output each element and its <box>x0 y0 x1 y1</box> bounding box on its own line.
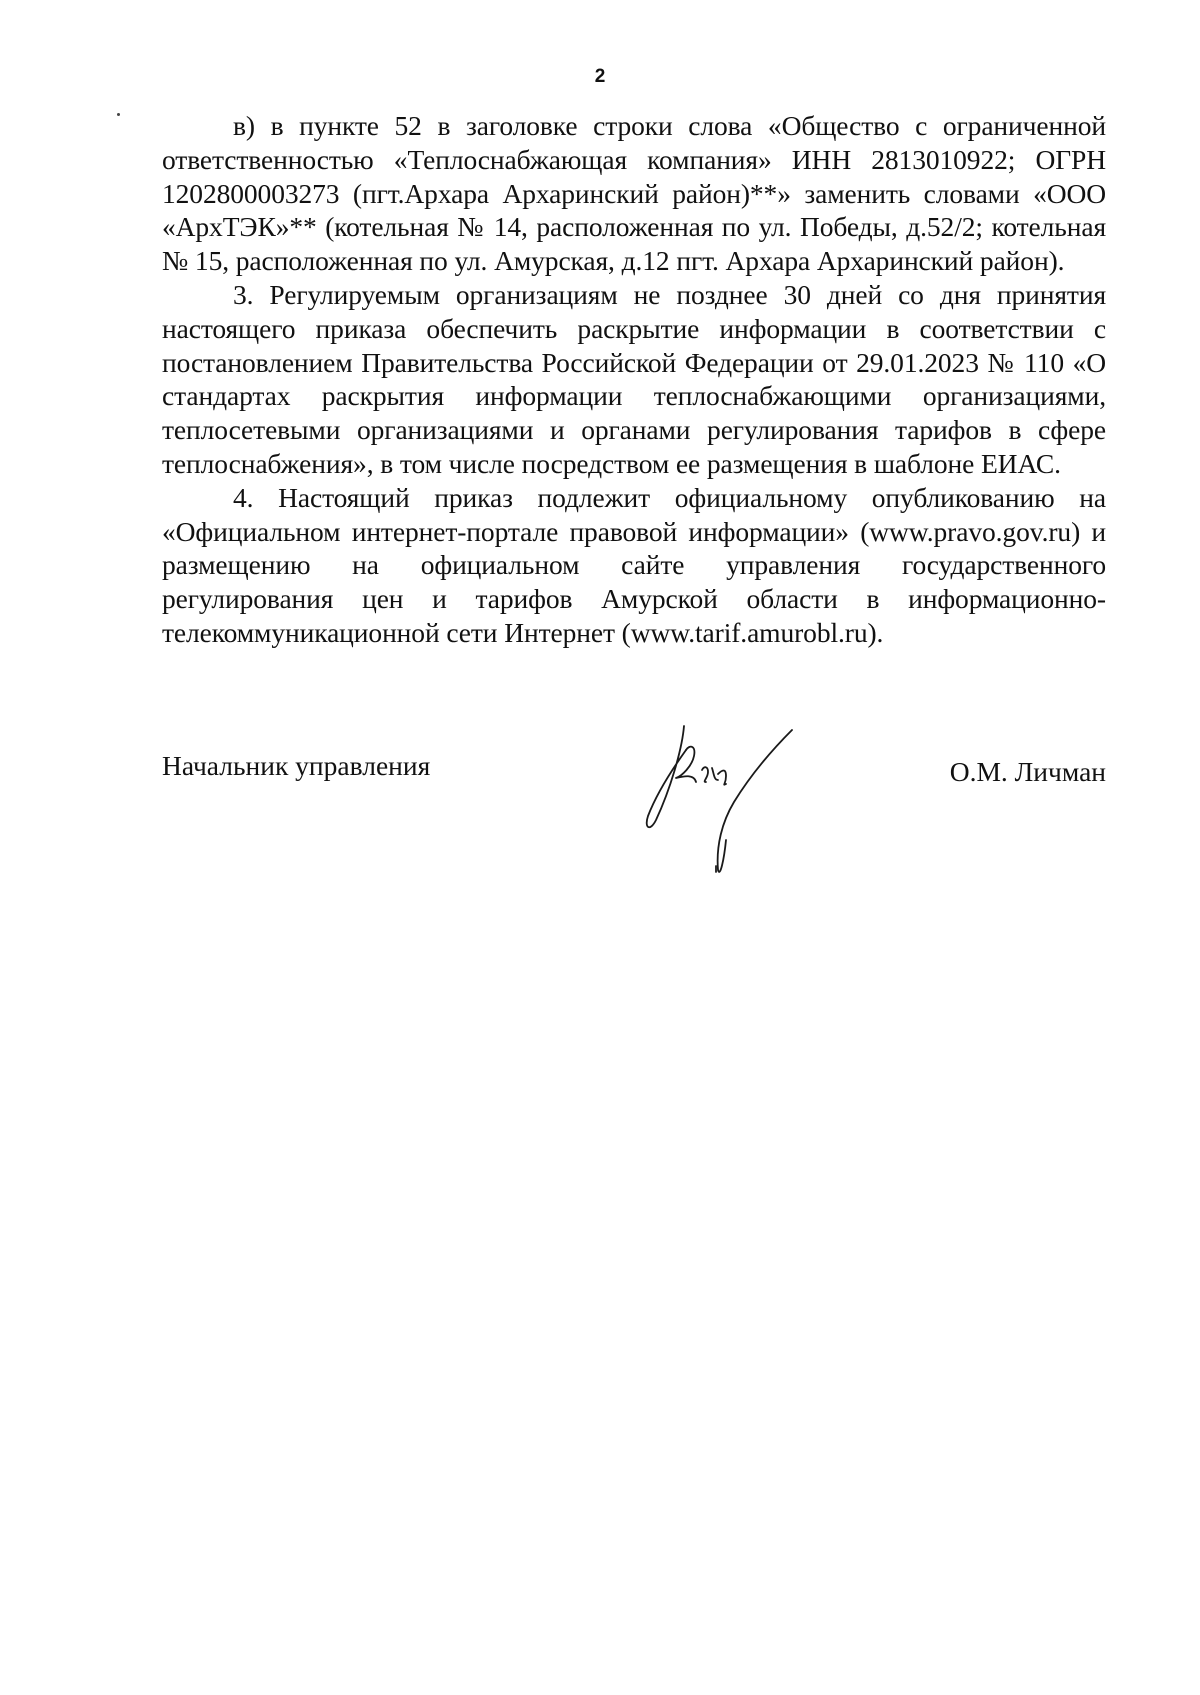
signatory-position: Начальник управления <box>162 750 431 781</box>
paragraph-item-4: 4. Настоящий приказ подлежит официальному опубликованию на «Официальном интернет-портале правовой информации» (www.pravo.gov.ru) и размещению на официальном сайте управления государственного регулирования цен и тарифов Амурской области в информационно-телекоммуникационной сети Интернет (www.tarif.amurobl.ru). <box>162 481 1106 648</box>
paragraph-item-3: 3. Регулируемым организациям не позднее 30 дней со дня принятия настоящего приказа обеспечить раскрытие информации в соответствии с постановлением Правительства Российской Федерации от 29.01.2023 № 110 «О стандартах раскрытия информации теплоснабжающими организациями, теплосетевыми организациями и органами регулирования тарифов в сфере теплоснабжения», в том числе посредством ее размещения в шаблоне ЕИАС. <box>162 278 1106 479</box>
handwritten-signature <box>622 720 802 880</box>
page-number: 2 <box>594 66 606 87</box>
scan-speck <box>117 113 120 116</box>
signature-block <box>162 720 1106 880</box>
signatory-name: О.М. Личман <box>949 756 1106 787</box>
document-body <box>162 109 1106 650</box>
paragraph-item-v: в) в пункте 52 в заголовке строки слова «Общество с ограниченной ответственностью «Теплоснабжающая компания» ИНН 2813010922; ОГРН 1202800003273 (пгт.Архара Архаринский район)**» заменить словами «ООО «АрхТЭК»** (котельная № 14, расположенная по ул. Победы, д.52/2; котельная № 15, расположенная по ул. Амурская, д.12 пгт. Архара Архаринский район). <box>162 110 1106 277</box>
